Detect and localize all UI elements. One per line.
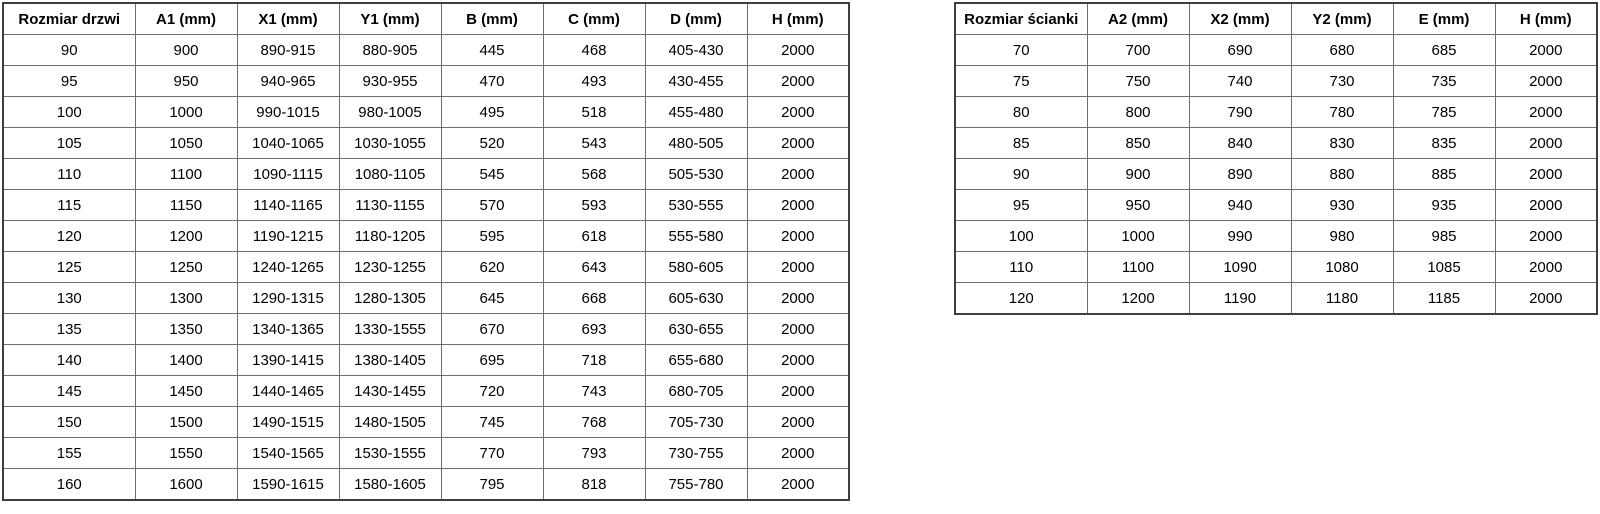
table-cell: 1450 [135, 376, 237, 407]
table-cell: 2000 [1495, 190, 1597, 221]
table-cell: 2000 [1495, 35, 1597, 66]
table-cell: 110 [955, 252, 1087, 283]
table-cell: 990 [1189, 221, 1291, 252]
table-cell: 520 [441, 128, 543, 159]
table-row [955, 66, 1597, 97]
table-row [3, 128, 849, 159]
table-cell: 750 [1087, 66, 1189, 97]
header-cell: X2 (mm) [1189, 3, 1291, 35]
table-cell: 1040-1065 [237, 128, 339, 159]
table-cell: 800 [1087, 97, 1189, 128]
header-cell: Rozmiar ścianki [955, 3, 1087, 35]
table-cell: 85 [955, 128, 1087, 159]
table-cell: 2000 [1495, 66, 1597, 97]
table-row [955, 190, 1597, 221]
table-cell: 150 [3, 407, 135, 438]
table-cell: 1000 [135, 97, 237, 128]
table-cell: 670 [441, 314, 543, 345]
table-cell: 1580-1605 [339, 469, 441, 501]
table-cell: 75 [955, 66, 1087, 97]
table-row [955, 283, 1597, 315]
table-cell: 755-780 [645, 469, 747, 501]
table-cell: 1140-1165 [237, 190, 339, 221]
table-cell: 745 [441, 407, 543, 438]
table-cell: 1500 [135, 407, 237, 438]
table-cell: 645 [441, 283, 543, 314]
table-cell: 1130-1155 [339, 190, 441, 221]
table-cell: 95 [955, 190, 1087, 221]
header-cell: Rozmiar drzwi [3, 3, 135, 35]
table-cell: 145 [3, 376, 135, 407]
table-cell: 940 [1189, 190, 1291, 221]
table-cell: 900 [135, 35, 237, 66]
table-cell: 630-655 [645, 314, 747, 345]
table-cell: 1000 [1087, 221, 1189, 252]
table-cell: 568 [543, 159, 645, 190]
table-cell: 95 [3, 66, 135, 97]
table-cell: 80 [955, 97, 1087, 128]
table-cell: 1430-1455 [339, 376, 441, 407]
table-cell: 2000 [747, 345, 849, 376]
table-cell: 1530-1555 [339, 438, 441, 469]
header-cell: Y1 (mm) [339, 3, 441, 35]
table-cell: 100 [3, 97, 135, 128]
header-cell: A1 (mm) [135, 3, 237, 35]
table-cell: 1200 [135, 221, 237, 252]
table-cell: 2000 [747, 128, 849, 159]
table-cell: 720 [441, 376, 543, 407]
table-cell: 2000 [747, 97, 849, 128]
table-cell: 2000 [1495, 283, 1597, 315]
table-cell: 890 [1189, 159, 1291, 190]
table-cell: 680-705 [645, 376, 747, 407]
table-cell: 830 [1291, 128, 1393, 159]
table-cell: 770 [441, 438, 543, 469]
table-row [3, 283, 849, 314]
table-row [3, 159, 849, 190]
table-row [955, 128, 1597, 159]
table-cell: 985 [1393, 221, 1495, 252]
table-cell: 1480-1505 [339, 407, 441, 438]
table-cell: 555-580 [645, 221, 747, 252]
table-cell: 680 [1291, 35, 1393, 66]
header-cell: D (mm) [645, 3, 747, 35]
table-row [955, 159, 1597, 190]
table-cell: 135 [3, 314, 135, 345]
table-cell: 643 [543, 252, 645, 283]
table-row [955, 35, 1597, 66]
table-cell: 835 [1393, 128, 1495, 159]
table-row [3, 407, 849, 438]
table-cell: 690 [1189, 35, 1291, 66]
table-cell: 1400 [135, 345, 237, 376]
table-cell: 793 [543, 438, 645, 469]
table-cell: 1050 [135, 128, 237, 159]
table-cell: 1280-1305 [339, 283, 441, 314]
table-row [3, 438, 849, 469]
table-cell: 120 [955, 283, 1087, 315]
table-cell: 120 [3, 221, 135, 252]
table-cell: 1090 [1189, 252, 1291, 283]
table-cell: 455-480 [645, 97, 747, 128]
table-cell: 105 [3, 128, 135, 159]
table-cell: 430-455 [645, 66, 747, 97]
table-cell: 880-905 [339, 35, 441, 66]
table-cell: 545 [441, 159, 543, 190]
header-cell: Y2 (mm) [1291, 3, 1393, 35]
table-cell: 505-530 [645, 159, 747, 190]
table-row [955, 97, 1597, 128]
table-cell: 160 [3, 469, 135, 501]
table-cell: 470 [441, 66, 543, 97]
table-row [3, 35, 849, 66]
table-cell: 480-505 [645, 128, 747, 159]
table-cell: 1030-1055 [339, 128, 441, 159]
table-cell: 695 [441, 345, 543, 376]
table-cell: 605-630 [645, 283, 747, 314]
table-cell: 668 [543, 283, 645, 314]
header-cell: H (mm) [1495, 3, 1597, 35]
table-cell: 768 [543, 407, 645, 438]
table-cell: 840 [1189, 128, 1291, 159]
header-cell: B (mm) [441, 3, 543, 35]
table-cell: 1200 [1087, 283, 1189, 315]
table-row [3, 252, 849, 283]
table-cell: 115 [3, 190, 135, 221]
table-cell: 468 [543, 35, 645, 66]
table-cell: 780 [1291, 97, 1393, 128]
table-cell: 693 [543, 314, 645, 345]
header-cell: A2 (mm) [1087, 3, 1189, 35]
table-row [955, 252, 1597, 283]
table-cell: 543 [543, 128, 645, 159]
header-row [955, 3, 1597, 35]
table-cell: 2000 [747, 66, 849, 97]
table-cell: 495 [441, 97, 543, 128]
table-row [3, 345, 849, 376]
table-row [3, 190, 849, 221]
table-cell: 130 [3, 283, 135, 314]
table-cell: 1180 [1291, 283, 1393, 315]
table-cell: 700 [1087, 35, 1189, 66]
table-cell: 2000 [747, 221, 849, 252]
table-cell: 930-955 [339, 66, 441, 97]
table-cell: 1230-1255 [339, 252, 441, 283]
table-cell: 890-915 [237, 35, 339, 66]
table-cell: 2000 [747, 252, 849, 283]
table-cell: 2000 [1495, 97, 1597, 128]
table-cell: 593 [543, 190, 645, 221]
table-cell: 100 [955, 221, 1087, 252]
table-cell: 2000 [747, 35, 849, 66]
door-sizes-table [2, 2, 850, 501]
table-cell: 580-605 [645, 252, 747, 283]
table-cell: 655-680 [645, 345, 747, 376]
table-cell: 818 [543, 469, 645, 501]
table-cell: 2000 [747, 407, 849, 438]
table-row [3, 66, 849, 97]
table-cell: 730 [1291, 66, 1393, 97]
table-cell: 730-755 [645, 438, 747, 469]
table-cell: 1150 [135, 190, 237, 221]
table-cell: 2000 [747, 469, 849, 501]
table-cell: 125 [3, 252, 135, 283]
table-cell: 518 [543, 97, 645, 128]
table-cell: 1180-1205 [339, 221, 441, 252]
table-cell: 950 [135, 66, 237, 97]
table-cell: 140 [3, 345, 135, 376]
table-cell: 1380-1405 [339, 345, 441, 376]
table-cell: 2000 [747, 376, 849, 407]
header-cell: X1 (mm) [237, 3, 339, 35]
table-cell: 1390-1415 [237, 345, 339, 376]
table-cell: 2000 [747, 190, 849, 221]
table-cell: 1085 [1393, 252, 1495, 283]
table-cell: 1440-1465 [237, 376, 339, 407]
table-cell: 740 [1189, 66, 1291, 97]
table-cell: 885 [1393, 159, 1495, 190]
table-cell: 1550 [135, 438, 237, 469]
table-cell: 1290-1315 [237, 283, 339, 314]
table-cell: 1490-1515 [237, 407, 339, 438]
table-cell: 1190-1215 [237, 221, 339, 252]
table-cell: 790 [1189, 97, 1291, 128]
table-cell: 980-1005 [339, 97, 441, 128]
table-cell: 1340-1365 [237, 314, 339, 345]
table-cell: 405-430 [645, 35, 747, 66]
table-cell: 90 [955, 159, 1087, 190]
table-cell: 880 [1291, 159, 1393, 190]
table-cell: 620 [441, 252, 543, 283]
wall-sizes-table [954, 2, 1598, 315]
table-cell: 1185 [1393, 283, 1495, 315]
table-cell: 1330-1555 [339, 314, 441, 345]
table-cell: 850 [1087, 128, 1189, 159]
table-cell: 940-965 [237, 66, 339, 97]
header-cell: E (mm) [1393, 3, 1495, 35]
table-cell: 1080-1105 [339, 159, 441, 190]
table-cell: 1350 [135, 314, 237, 345]
table-cell: 1540-1565 [237, 438, 339, 469]
table-cell: 1590-1615 [237, 469, 339, 501]
table-row [3, 469, 849, 501]
table-cell: 980 [1291, 221, 1393, 252]
table-cell: 1250 [135, 252, 237, 283]
table-cell: 595 [441, 221, 543, 252]
table-cell: 1100 [135, 159, 237, 190]
table-cell: 445 [441, 35, 543, 66]
table-cell: 493 [543, 66, 645, 97]
table-cell: 618 [543, 221, 645, 252]
table-row [3, 314, 849, 345]
table-cell: 990-1015 [237, 97, 339, 128]
table-cell: 2000 [747, 283, 849, 314]
table-cell: 718 [543, 345, 645, 376]
table-cell: 1240-1265 [237, 252, 339, 283]
table-cell: 1080 [1291, 252, 1393, 283]
header-cell: C (mm) [543, 3, 645, 35]
table-cell: 110 [3, 159, 135, 190]
table-cell: 155 [3, 438, 135, 469]
table-cell: 2000 [747, 159, 849, 190]
table-cell: 930 [1291, 190, 1393, 221]
table-cell: 1100 [1087, 252, 1189, 283]
table-cell: 2000 [1495, 221, 1597, 252]
table-cell: 785 [1393, 97, 1495, 128]
table-cell: 900 [1087, 159, 1189, 190]
table-cell: 685 [1393, 35, 1495, 66]
table-cell: 2000 [1495, 252, 1597, 283]
table-row [955, 221, 1597, 252]
table-cell: 90 [3, 35, 135, 66]
table-cell: 70 [955, 35, 1087, 66]
table-row [3, 376, 849, 407]
table-cell: 705-730 [645, 407, 747, 438]
table-cell: 735 [1393, 66, 1495, 97]
table-cell: 2000 [747, 314, 849, 345]
table-cell: 2000 [1495, 159, 1597, 190]
table-cell: 1300 [135, 283, 237, 314]
table-row [3, 221, 849, 252]
table-cell: 1090-1115 [237, 159, 339, 190]
table-cell: 2000 [747, 438, 849, 469]
table-cell: 743 [543, 376, 645, 407]
table-row [3, 97, 849, 128]
table-cell: 570 [441, 190, 543, 221]
header-cell: H (mm) [747, 3, 849, 35]
table-cell: 1190 [1189, 283, 1291, 315]
table-cell: 950 [1087, 190, 1189, 221]
table-cell: 795 [441, 469, 543, 501]
table-cell: 935 [1393, 190, 1495, 221]
table-cell: 530-555 [645, 190, 747, 221]
table-cell: 2000 [1495, 128, 1597, 159]
header-row [3, 3, 849, 35]
table-cell: 1600 [135, 469, 237, 501]
